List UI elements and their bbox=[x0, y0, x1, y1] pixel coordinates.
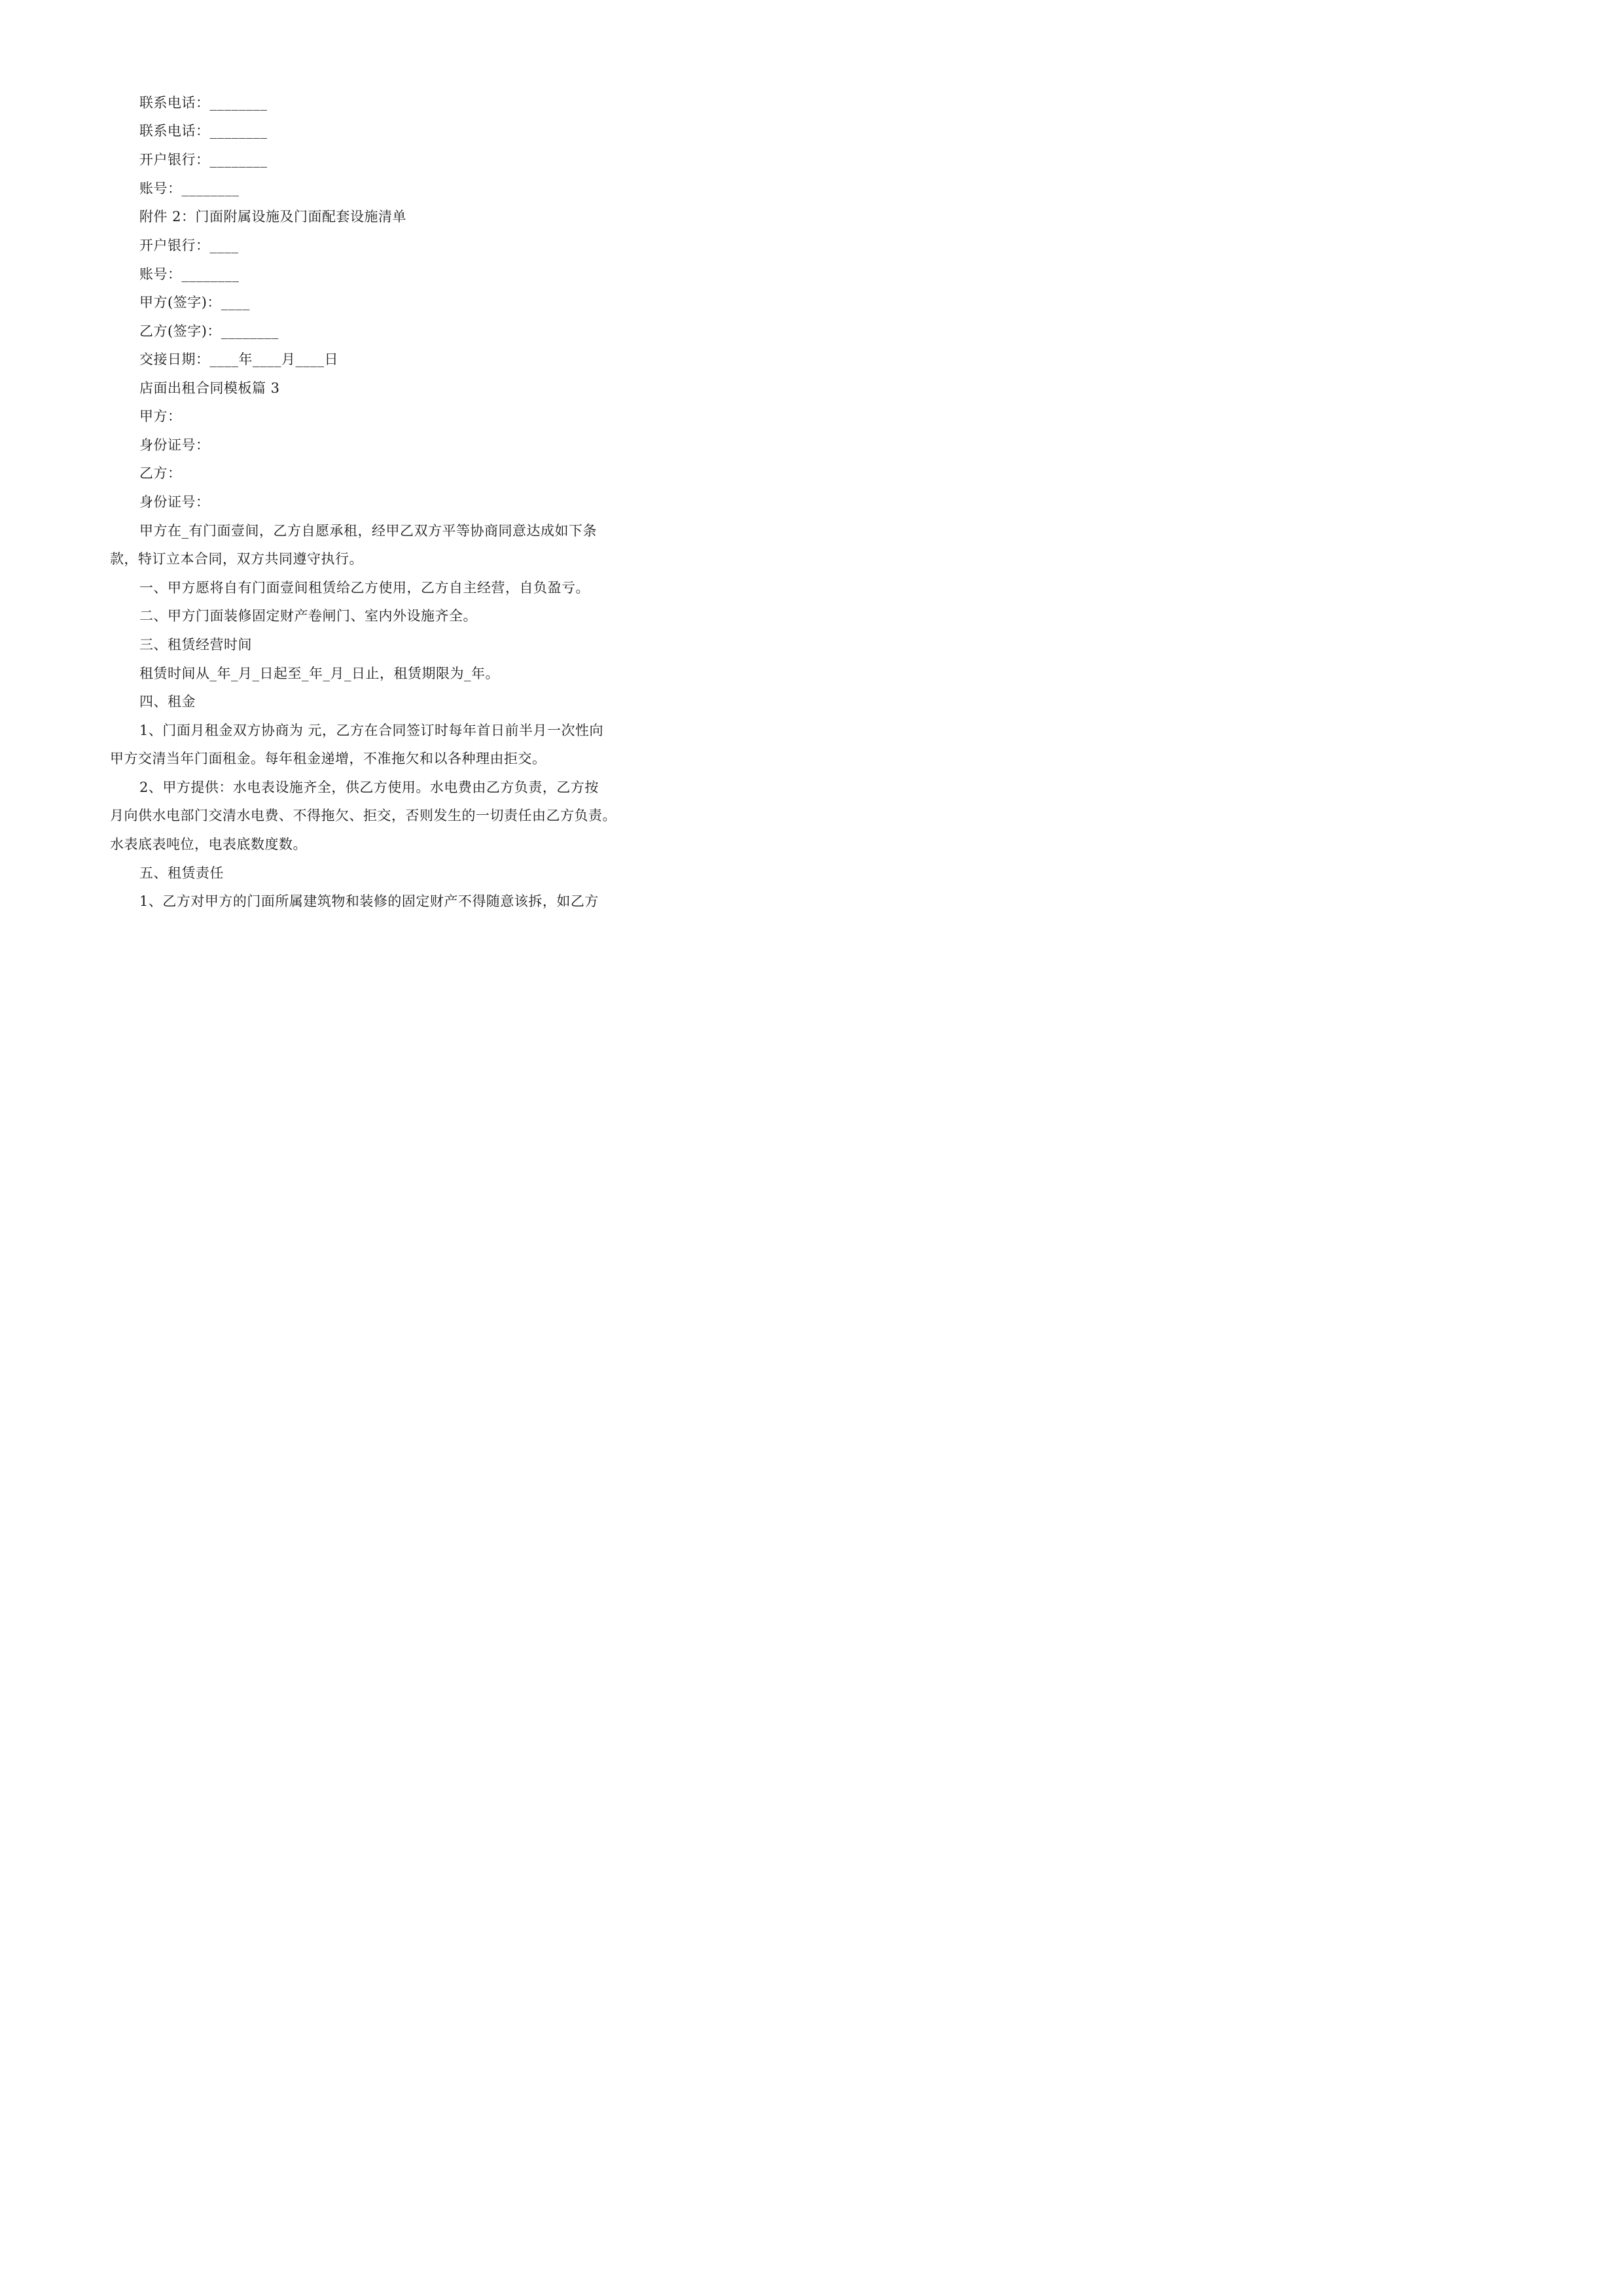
handover-date-line: 交接日期：____年____月____日 bbox=[139, 351, 338, 367]
paragraph-line: 2、甲方提供：水电表设施齐全，供乙方使用。水电费由乙方负责，乙方按 bbox=[139, 780, 599, 795]
bank-line: 开户银行：________ bbox=[139, 152, 268, 168]
attachment-heading: 附件 2：门面附属设施及门面配套设施清单 bbox=[139, 209, 407, 224]
paragraph-line: 一、甲方愿将自有门面壹间租赁给乙方使用，乙方自主经营，自负盈亏。 bbox=[139, 580, 590, 596]
paragraph-line: 甲方在_有门面壹间，乙方自愿承租，经甲乙双方平等协商同意达成如下条 bbox=[139, 523, 597, 539]
paragraph-line: 1、门面月租金双方协商为 元，乙方在合同签订时每年首日前半月一次性向 bbox=[139, 723, 604, 738]
party-b-signature-line: 乙方(签字)：________ bbox=[139, 323, 279, 339]
paragraph-line: 二、甲方门面装修固定财产卷闸门、室内外设施齐全。 bbox=[139, 608, 477, 624]
clause-heading: 五、租赁责任 bbox=[139, 865, 224, 881]
section-title: 店面出租合同模板篇 3 bbox=[139, 380, 280, 396]
paragraph-line: 水表底表吨位，电表底数度数。 bbox=[110, 836, 307, 852]
account-line: 账号：________ bbox=[139, 266, 240, 282]
document-page bbox=[0, 0, 726, 1026]
paragraph-line: 月向供水电部门交清水电费、不得拖欠、拒交，否则发生的一切责任由乙方负责。 bbox=[110, 808, 616, 823]
clause-heading: 四、租金 bbox=[139, 694, 196, 709]
clause-heading: 三、租赁经营时间 bbox=[139, 637, 252, 653]
paragraph-line: 1、乙方对甲方的门面所属建筑物和装修的固定财产不得随意该拆，如乙方 bbox=[139, 893, 599, 909]
id-number-line: 身份证号： bbox=[139, 494, 210, 510]
paragraph-line: 租赁时间从_年_月_日起至_年_月_日止，租赁期限为_年。 bbox=[139, 666, 499, 681]
account-line: 账号：________ bbox=[139, 181, 240, 196]
contact-phone-line: 联系电话：________ bbox=[139, 95, 268, 111]
bank-line: 开户银行：____ bbox=[139, 238, 239, 253]
party-b-line: 乙方： bbox=[139, 465, 182, 481]
party-a-signature-line: 甲方(签字)：____ bbox=[139, 295, 250, 310]
party-a-line: 甲方： bbox=[139, 408, 182, 424]
paragraph-line: 甲方交清当年门面租金。每年租金递增，不准拖欠和以各种理由拒交。 bbox=[110, 751, 546, 766]
paragraph-line: 款，特订立本合同，双方共同遵守执行。 bbox=[110, 551, 363, 567]
id-number-line: 身份证号： bbox=[139, 437, 210, 453]
contact-phone-line: 联系电话：________ bbox=[139, 123, 268, 139]
